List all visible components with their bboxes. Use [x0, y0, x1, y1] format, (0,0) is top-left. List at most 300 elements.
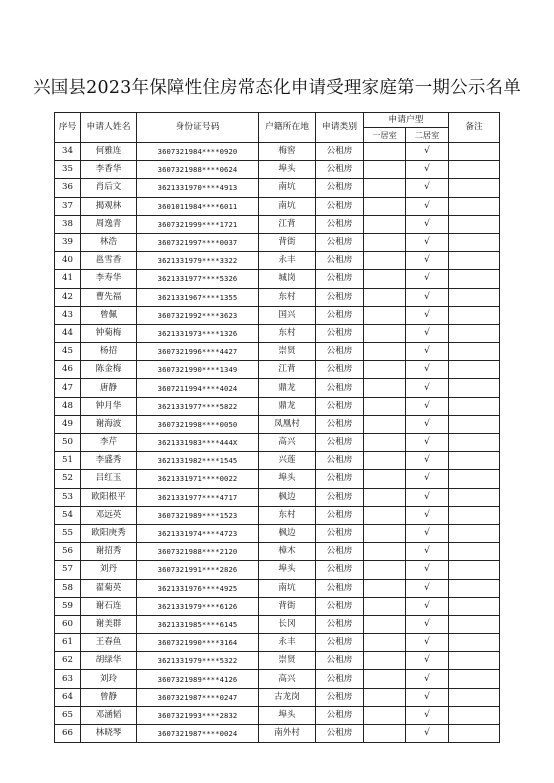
cell-id: 3607321993****2832	[137, 706, 259, 724]
cell-remark	[449, 270, 500, 288]
cell-hukou: 鼎龙	[259, 379, 316, 397]
cell-seq: 46	[55, 361, 81, 379]
cell-two-room: √	[406, 725, 449, 743]
cell-remark	[449, 415, 500, 433]
table-row	[55, 688, 500, 706]
table-row	[55, 670, 500, 688]
cell-name: 谢石连	[81, 597, 137, 615]
cell-seq: 54	[55, 506, 81, 524]
cell-hukou: 高兴	[259, 670, 316, 688]
page-title: 兴国县2023年保障性住房常态化申请受理家庭第一期公示名单	[33, 78, 521, 98]
cell-id: 3607321996****4427	[137, 343, 259, 361]
cell-two-room: √	[406, 197, 449, 215]
cell-name: 钟月华	[81, 397, 137, 415]
cell-hukou: 鼎龙	[259, 397, 316, 415]
cell-two-room: √	[406, 143, 449, 161]
cell-category: 公租房	[316, 506, 364, 524]
cell-one-room	[364, 543, 406, 561]
cell-hukou: 埠头	[259, 561, 316, 579]
cell-hukou: 东村	[259, 288, 316, 306]
cell-name: 李芹	[81, 434, 137, 452]
cell-category: 公租房	[316, 634, 364, 652]
cell-two-room: √	[406, 706, 449, 724]
cell-remark	[449, 506, 500, 524]
cell-category: 公租房	[316, 524, 364, 542]
cell-seq: 49	[55, 415, 81, 433]
cell-id: 3621331977****5822	[137, 397, 259, 415]
cell-category: 公租房	[316, 306, 364, 324]
cell-seq: 61	[55, 634, 81, 652]
cell-two-room: √	[406, 252, 449, 270]
cell-one-room	[364, 288, 406, 306]
table-row	[55, 179, 500, 197]
cell-one-room	[364, 252, 406, 270]
cell-one-room	[364, 506, 406, 524]
cell-name: 王春鱼	[81, 634, 137, 652]
cell-category: 公租房	[316, 725, 364, 743]
cell-seq: 53	[55, 488, 81, 506]
cell-two-room: √	[406, 652, 449, 670]
cell-hukou: 江背	[259, 361, 316, 379]
cell-hukou: 埠头	[259, 161, 316, 179]
cell-id: 3607321987****0024	[137, 725, 259, 743]
cell-id: 3607321988****0624	[137, 161, 259, 179]
cell-id: 3607321989****4126	[137, 670, 259, 688]
cell-category: 公租房	[316, 270, 364, 288]
cell-id: 3621331979****5322	[137, 652, 259, 670]
header-two-room: 二居室	[406, 128, 449, 143]
cell-id: 3607321991****2826	[137, 561, 259, 579]
table-row	[55, 143, 500, 161]
cell-hukou: 崇贤	[259, 343, 316, 361]
cell-hukou: 永丰	[259, 634, 316, 652]
cell-one-room	[364, 233, 406, 251]
cell-hukou: 南坑	[259, 197, 316, 215]
cell-one-room	[364, 143, 406, 161]
cell-two-room: √	[406, 379, 449, 397]
cell-remark	[449, 397, 500, 415]
cell-id: 3607321984****0920	[137, 143, 259, 161]
cell-seq: 62	[55, 652, 81, 670]
cell-one-room	[364, 579, 406, 597]
cell-name: 陈金梅	[81, 361, 137, 379]
cell-name: 曹先福	[81, 288, 137, 306]
cell-seq: 57	[55, 561, 81, 579]
cell-name: 吕红玉	[81, 470, 137, 488]
cell-name: 曾静	[81, 688, 137, 706]
header-seq: 序号	[55, 113, 81, 143]
cell-two-room: √	[406, 434, 449, 452]
cell-one-room	[364, 670, 406, 688]
cell-name: 胡绿华	[81, 652, 137, 670]
cell-two-room: √	[406, 306, 449, 324]
cell-seq: 56	[55, 543, 81, 561]
cell-two-room: √	[406, 488, 449, 506]
cell-remark	[449, 252, 500, 270]
cell-name: 李寿华	[81, 270, 137, 288]
cell-name: 谢海波	[81, 415, 137, 433]
cell-remark	[449, 470, 500, 488]
cell-one-room	[364, 179, 406, 197]
cell-seq: 64	[55, 688, 81, 706]
cell-two-room: √	[406, 579, 449, 597]
cell-seq: 39	[55, 233, 81, 251]
cell-one-room	[364, 561, 406, 579]
cell-remark	[449, 179, 500, 197]
cell-seq: 44	[55, 324, 81, 342]
cell-id: 3607211994****4024	[137, 379, 259, 397]
cell-two-room: √	[406, 543, 449, 561]
cell-name: 周逸青	[81, 215, 137, 233]
cell-seq: 37	[55, 197, 81, 215]
cell-one-room	[364, 524, 406, 542]
cell-remark	[449, 306, 500, 324]
cell-id: 3607321999****1721	[137, 215, 259, 233]
cell-category: 公租房	[316, 397, 364, 415]
cell-name: 邕雪香	[81, 252, 137, 270]
cell-category: 公租房	[316, 688, 364, 706]
cell-id: 3607321989****1523	[137, 506, 259, 524]
cell-id: 3621331970****4913	[137, 179, 259, 197]
table-row	[55, 161, 500, 179]
table-row	[55, 288, 500, 306]
cell-two-room: √	[406, 361, 449, 379]
cell-seq: 45	[55, 343, 81, 361]
cell-hukou: 埠头	[259, 470, 316, 488]
cell-id: 3621331982****1545	[137, 452, 259, 470]
cell-remark	[449, 343, 500, 361]
cell-two-room: √	[406, 397, 449, 415]
cell-hukou: 城岗	[259, 270, 316, 288]
cell-hukou: 枫边	[259, 524, 316, 542]
cell-remark	[449, 670, 500, 688]
cell-id: 3621331971****0022	[137, 470, 259, 488]
table-row	[55, 361, 500, 379]
cell-hukou: 国兴	[259, 306, 316, 324]
cell-one-room	[364, 470, 406, 488]
cell-hukou: 背街	[259, 597, 316, 615]
cell-category: 公租房	[316, 670, 364, 688]
cell-category: 公租房	[316, 197, 364, 215]
cell-one-room	[364, 270, 406, 288]
cell-two-room: √	[406, 524, 449, 542]
cell-one-room	[364, 379, 406, 397]
cell-remark	[449, 143, 500, 161]
cell-category: 公租房	[316, 379, 364, 397]
cell-name: 林晓琴	[81, 725, 137, 743]
cell-id: 3601011984****6011	[137, 197, 259, 215]
cell-name: 欧阳庚秀	[81, 524, 137, 542]
cell-hukou: 樟木	[259, 543, 316, 561]
cell-remark	[449, 615, 500, 633]
cell-one-room	[364, 215, 406, 233]
header-hukou: 户籍所在地	[259, 113, 316, 143]
table-row	[55, 452, 500, 470]
cell-category: 公租房	[316, 434, 364, 452]
cell-seq: 60	[55, 615, 81, 633]
cell-one-room	[364, 197, 406, 215]
header-remark: 备注	[449, 113, 500, 143]
cell-category: 公租房	[316, 343, 364, 361]
cell-two-room: √	[406, 670, 449, 688]
cell-two-room: √	[406, 179, 449, 197]
cell-one-room	[364, 725, 406, 743]
header-id: 身份证号码	[137, 113, 259, 143]
cell-two-room: √	[406, 215, 449, 233]
cell-remark	[449, 579, 500, 597]
cell-category: 公租房	[316, 561, 364, 579]
table-row	[55, 634, 500, 652]
cell-id: 3607321988****2120	[137, 543, 259, 561]
table-row	[55, 488, 500, 506]
header-housing-type: 申请户型	[364, 113, 449, 128]
cell-category: 公租房	[316, 233, 364, 251]
cell-seq: 50	[55, 434, 81, 452]
cell-seq: 66	[55, 725, 81, 743]
cell-two-room: √	[406, 161, 449, 179]
cell-two-room: √	[406, 288, 449, 306]
cell-name: 钟菊梅	[81, 324, 137, 342]
cell-remark	[449, 161, 500, 179]
cell-name: 翟菊英	[81, 579, 137, 597]
cell-category: 公租房	[316, 615, 364, 633]
cell-name: 刘玲	[81, 670, 137, 688]
header-name: 申请人姓名	[81, 113, 137, 143]
cell-remark	[449, 233, 500, 251]
cell-id: 3621331977****5326	[137, 270, 259, 288]
cell-name: 肖后文	[81, 179, 137, 197]
cell-category: 公租房	[316, 452, 364, 470]
cell-hukou: 江背	[259, 215, 316, 233]
cell-one-room	[364, 597, 406, 615]
cell-remark	[449, 561, 500, 579]
table-row	[55, 615, 500, 633]
table-body	[55, 143, 500, 743]
cell-one-room	[364, 615, 406, 633]
cell-hukou: 高兴	[259, 434, 316, 452]
cell-category: 公租房	[316, 543, 364, 561]
cell-two-room: √	[406, 415, 449, 433]
cell-one-room	[364, 652, 406, 670]
cell-category: 公租房	[316, 179, 364, 197]
cell-remark	[449, 452, 500, 470]
cell-hukou: 背街	[259, 233, 316, 251]
cell-remark	[449, 215, 500, 233]
table-row	[55, 579, 500, 597]
cell-id: 3621331977****4717	[137, 488, 259, 506]
cell-one-room	[364, 634, 406, 652]
cell-id: 3607321992****3623	[137, 306, 259, 324]
cell-id: 3621331979****6126	[137, 597, 259, 615]
applicant-table	[54, 112, 500, 743]
table-row	[55, 397, 500, 415]
cell-hukou: 梅窖	[259, 143, 316, 161]
cell-name: 杨招	[81, 343, 137, 361]
cell-name: 邓远英	[81, 506, 137, 524]
cell-seq: 40	[55, 252, 81, 270]
table-row	[55, 415, 500, 433]
table-row	[55, 306, 500, 324]
cell-two-room: √	[406, 470, 449, 488]
table-row	[55, 597, 500, 615]
cell-remark	[449, 324, 500, 342]
cell-name: 揭观林	[81, 197, 137, 215]
cell-category: 公租房	[316, 288, 364, 306]
cell-id: 3621331967****1355	[137, 288, 259, 306]
cell-name: 曾佩	[81, 306, 137, 324]
cell-remark	[449, 524, 500, 542]
cell-remark	[449, 652, 500, 670]
cell-remark	[449, 197, 500, 215]
cell-category: 公租房	[316, 161, 364, 179]
cell-seq: 55	[55, 524, 81, 542]
cell-two-room: √	[406, 324, 449, 342]
cell-hukou: 东村	[259, 324, 316, 342]
cell-name: 李盛秀	[81, 452, 137, 470]
cell-one-room	[364, 415, 406, 433]
cell-name: 谢招秀	[81, 543, 137, 561]
cell-hukou: 东村	[259, 506, 316, 524]
cell-category: 公租房	[316, 579, 364, 597]
table-row	[55, 543, 500, 561]
cell-seq: 35	[55, 161, 81, 179]
cell-hukou: 兴莲	[259, 452, 316, 470]
cell-id: 3621331974****4723	[137, 524, 259, 542]
cell-seq: 47	[55, 379, 81, 397]
cell-hukou: 古龙岗	[259, 688, 316, 706]
cell-two-room: √	[406, 597, 449, 615]
cell-name: 李香华	[81, 161, 137, 179]
cell-two-room: √	[406, 634, 449, 652]
cell-id: 3621331983****444X	[137, 434, 259, 452]
cell-one-room	[364, 343, 406, 361]
cell-remark	[449, 488, 500, 506]
cell-name: 谢美群	[81, 615, 137, 633]
cell-hukou: 枫边	[259, 488, 316, 506]
cell-name: 欧阳根平	[81, 488, 137, 506]
cell-id: 3621331973****1326	[137, 324, 259, 342]
cell-one-room	[364, 706, 406, 724]
table-row	[55, 725, 500, 743]
cell-name: 刘丹	[81, 561, 137, 579]
table-row	[55, 470, 500, 488]
cell-one-room	[364, 688, 406, 706]
cell-one-room	[364, 306, 406, 324]
table-row	[55, 524, 500, 542]
table-row	[55, 706, 500, 724]
cell-category: 公租房	[316, 143, 364, 161]
cell-category: 公租房	[316, 706, 364, 724]
cell-one-room	[364, 452, 406, 470]
cell-two-room: √	[406, 688, 449, 706]
cell-remark	[449, 543, 500, 561]
cell-category: 公租房	[316, 488, 364, 506]
cell-hukou: 南坑	[259, 579, 316, 597]
cell-one-room	[364, 361, 406, 379]
cell-one-room	[364, 488, 406, 506]
cell-hukou: 南坑	[259, 179, 316, 197]
cell-hukou: 南外村	[259, 725, 316, 743]
cell-remark	[449, 434, 500, 452]
cell-two-room: √	[406, 233, 449, 251]
cell-remark	[449, 688, 500, 706]
cell-category: 公租房	[316, 470, 364, 488]
table-row	[55, 270, 500, 288]
table-row	[55, 197, 500, 215]
table-row	[55, 324, 500, 342]
cell-two-room: √	[406, 343, 449, 361]
cell-id: 3607321987****0247	[137, 688, 259, 706]
cell-seq: 63	[55, 670, 81, 688]
cell-remark	[449, 725, 500, 743]
cell-id: 3607321990****1349	[137, 361, 259, 379]
cell-two-room: √	[406, 615, 449, 633]
table-row	[55, 343, 500, 361]
cell-hukou: 埠头	[259, 706, 316, 724]
cell-id: 3607321997****0037	[137, 233, 259, 251]
cell-seq: 65	[55, 706, 81, 724]
header-category: 申请类别	[316, 113, 364, 143]
cell-category: 公租房	[316, 652, 364, 670]
cell-remark	[449, 288, 500, 306]
cell-remark	[449, 597, 500, 615]
cell-two-room: √	[406, 506, 449, 524]
header-one-room: 一居室	[364, 128, 406, 143]
table-row	[55, 561, 500, 579]
cell-seq: 51	[55, 452, 81, 470]
cell-two-room: √	[406, 452, 449, 470]
cell-name: 邓涵韬	[81, 706, 137, 724]
cell-category: 公租房	[316, 597, 364, 615]
cell-id: 3621331976****4925	[137, 579, 259, 597]
cell-seq: 41	[55, 270, 81, 288]
cell-seq: 38	[55, 215, 81, 233]
cell-one-room	[364, 434, 406, 452]
cell-category: 公租房	[316, 361, 364, 379]
cell-remark	[449, 706, 500, 724]
cell-name: 何雅连	[81, 143, 137, 161]
cell-seq: 59	[55, 597, 81, 615]
cell-seq: 42	[55, 288, 81, 306]
cell-seq: 52	[55, 470, 81, 488]
cell-seq: 36	[55, 179, 81, 197]
cell-one-room	[364, 161, 406, 179]
cell-category: 公租房	[316, 324, 364, 342]
cell-hukou: 凤凰村	[259, 415, 316, 433]
table-row	[55, 434, 500, 452]
table-row	[55, 506, 500, 524]
cell-name: 林浩	[81, 233, 137, 251]
cell-id: 3607321998****0050	[137, 415, 259, 433]
cell-id: 3621331985****6145	[137, 615, 259, 633]
cell-hukou: 崇贤	[259, 652, 316, 670]
cell-one-room	[364, 397, 406, 415]
cell-two-room: √	[406, 270, 449, 288]
cell-name: 唐静	[81, 379, 137, 397]
cell-hukou: 长冈	[259, 615, 316, 633]
cell-hukou: 永丰	[259, 252, 316, 270]
table-row	[55, 379, 500, 397]
table-row	[55, 652, 500, 670]
cell-remark	[449, 361, 500, 379]
cell-seq: 58	[55, 579, 81, 597]
cell-category: 公租房	[316, 215, 364, 233]
cell-one-room	[364, 324, 406, 342]
cell-remark	[449, 379, 500, 397]
cell-id: 3607321990****3164	[137, 634, 259, 652]
table-row	[55, 233, 500, 251]
cell-remark	[449, 634, 500, 652]
